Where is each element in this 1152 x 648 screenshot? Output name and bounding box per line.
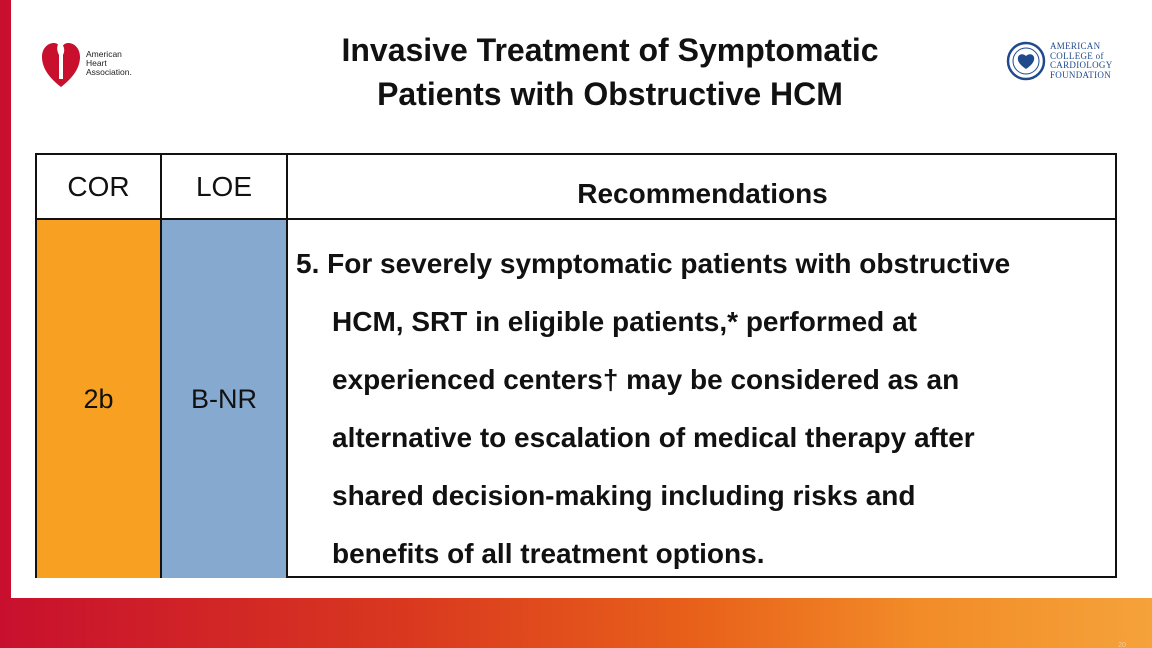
header-cor: COR — [37, 155, 162, 219]
aha-wordmark — [86, 50, 132, 77]
rec-line-5: shared decision-making including risks and — [332, 480, 916, 511]
title-line-2: Patients with Obstructive HCM — [377, 76, 843, 112]
rec-line-6: benefits of all treatment options. — [332, 538, 765, 569]
acc-logo — [1006, 40, 1116, 82]
loe-value: B-NR — [162, 220, 288, 578]
rec-line-1: 5. For severely symptomatic patients with obstructive — [296, 248, 1011, 279]
acc-seal-icon — [1006, 41, 1046, 81]
acc-line2: COLLEGE of — [1050, 50, 1104, 61]
aha-line1: American — [86, 48, 122, 59]
acc-line4: FOUNDATION — [1050, 69, 1111, 80]
acc-wordmark — [1050, 42, 1113, 80]
acc-line3: CARDIOLOGY — [1050, 60, 1113, 70]
recommendation-text — [288, 220, 1117, 578]
rec-line-3: experienced centers† may be considered as an — [332, 364, 960, 395]
rec-line-2: HCM, SRT in eligible patients,* performed at — [332, 306, 917, 337]
title-line-1: Invasive Treatment of Symptomatic — [341, 32, 879, 68]
heart-torch-icon — [40, 37, 82, 89]
acc-line1: AMERICAN — [1050, 41, 1101, 51]
cor-value: 2b — [37, 220, 162, 578]
left-accent-stripe — [0, 0, 11, 600]
header-loe: LOE — [162, 155, 288, 219]
slide-number: 20 — [1118, 642, 1126, 648]
aha-line2: Heart — [86, 57, 107, 68]
footer-gradient-bar — [0, 598, 1152, 648]
aha-line3: Association. — [86, 66, 132, 77]
slide-title — [260, 28, 960, 116]
header-recommendations: Recommendations — [577, 178, 828, 209]
recommendation-table — [35, 153, 1117, 578]
rec-line-4: alternative to escalation of medical therapy after — [332, 422, 975, 453]
aha-logo — [40, 36, 150, 90]
